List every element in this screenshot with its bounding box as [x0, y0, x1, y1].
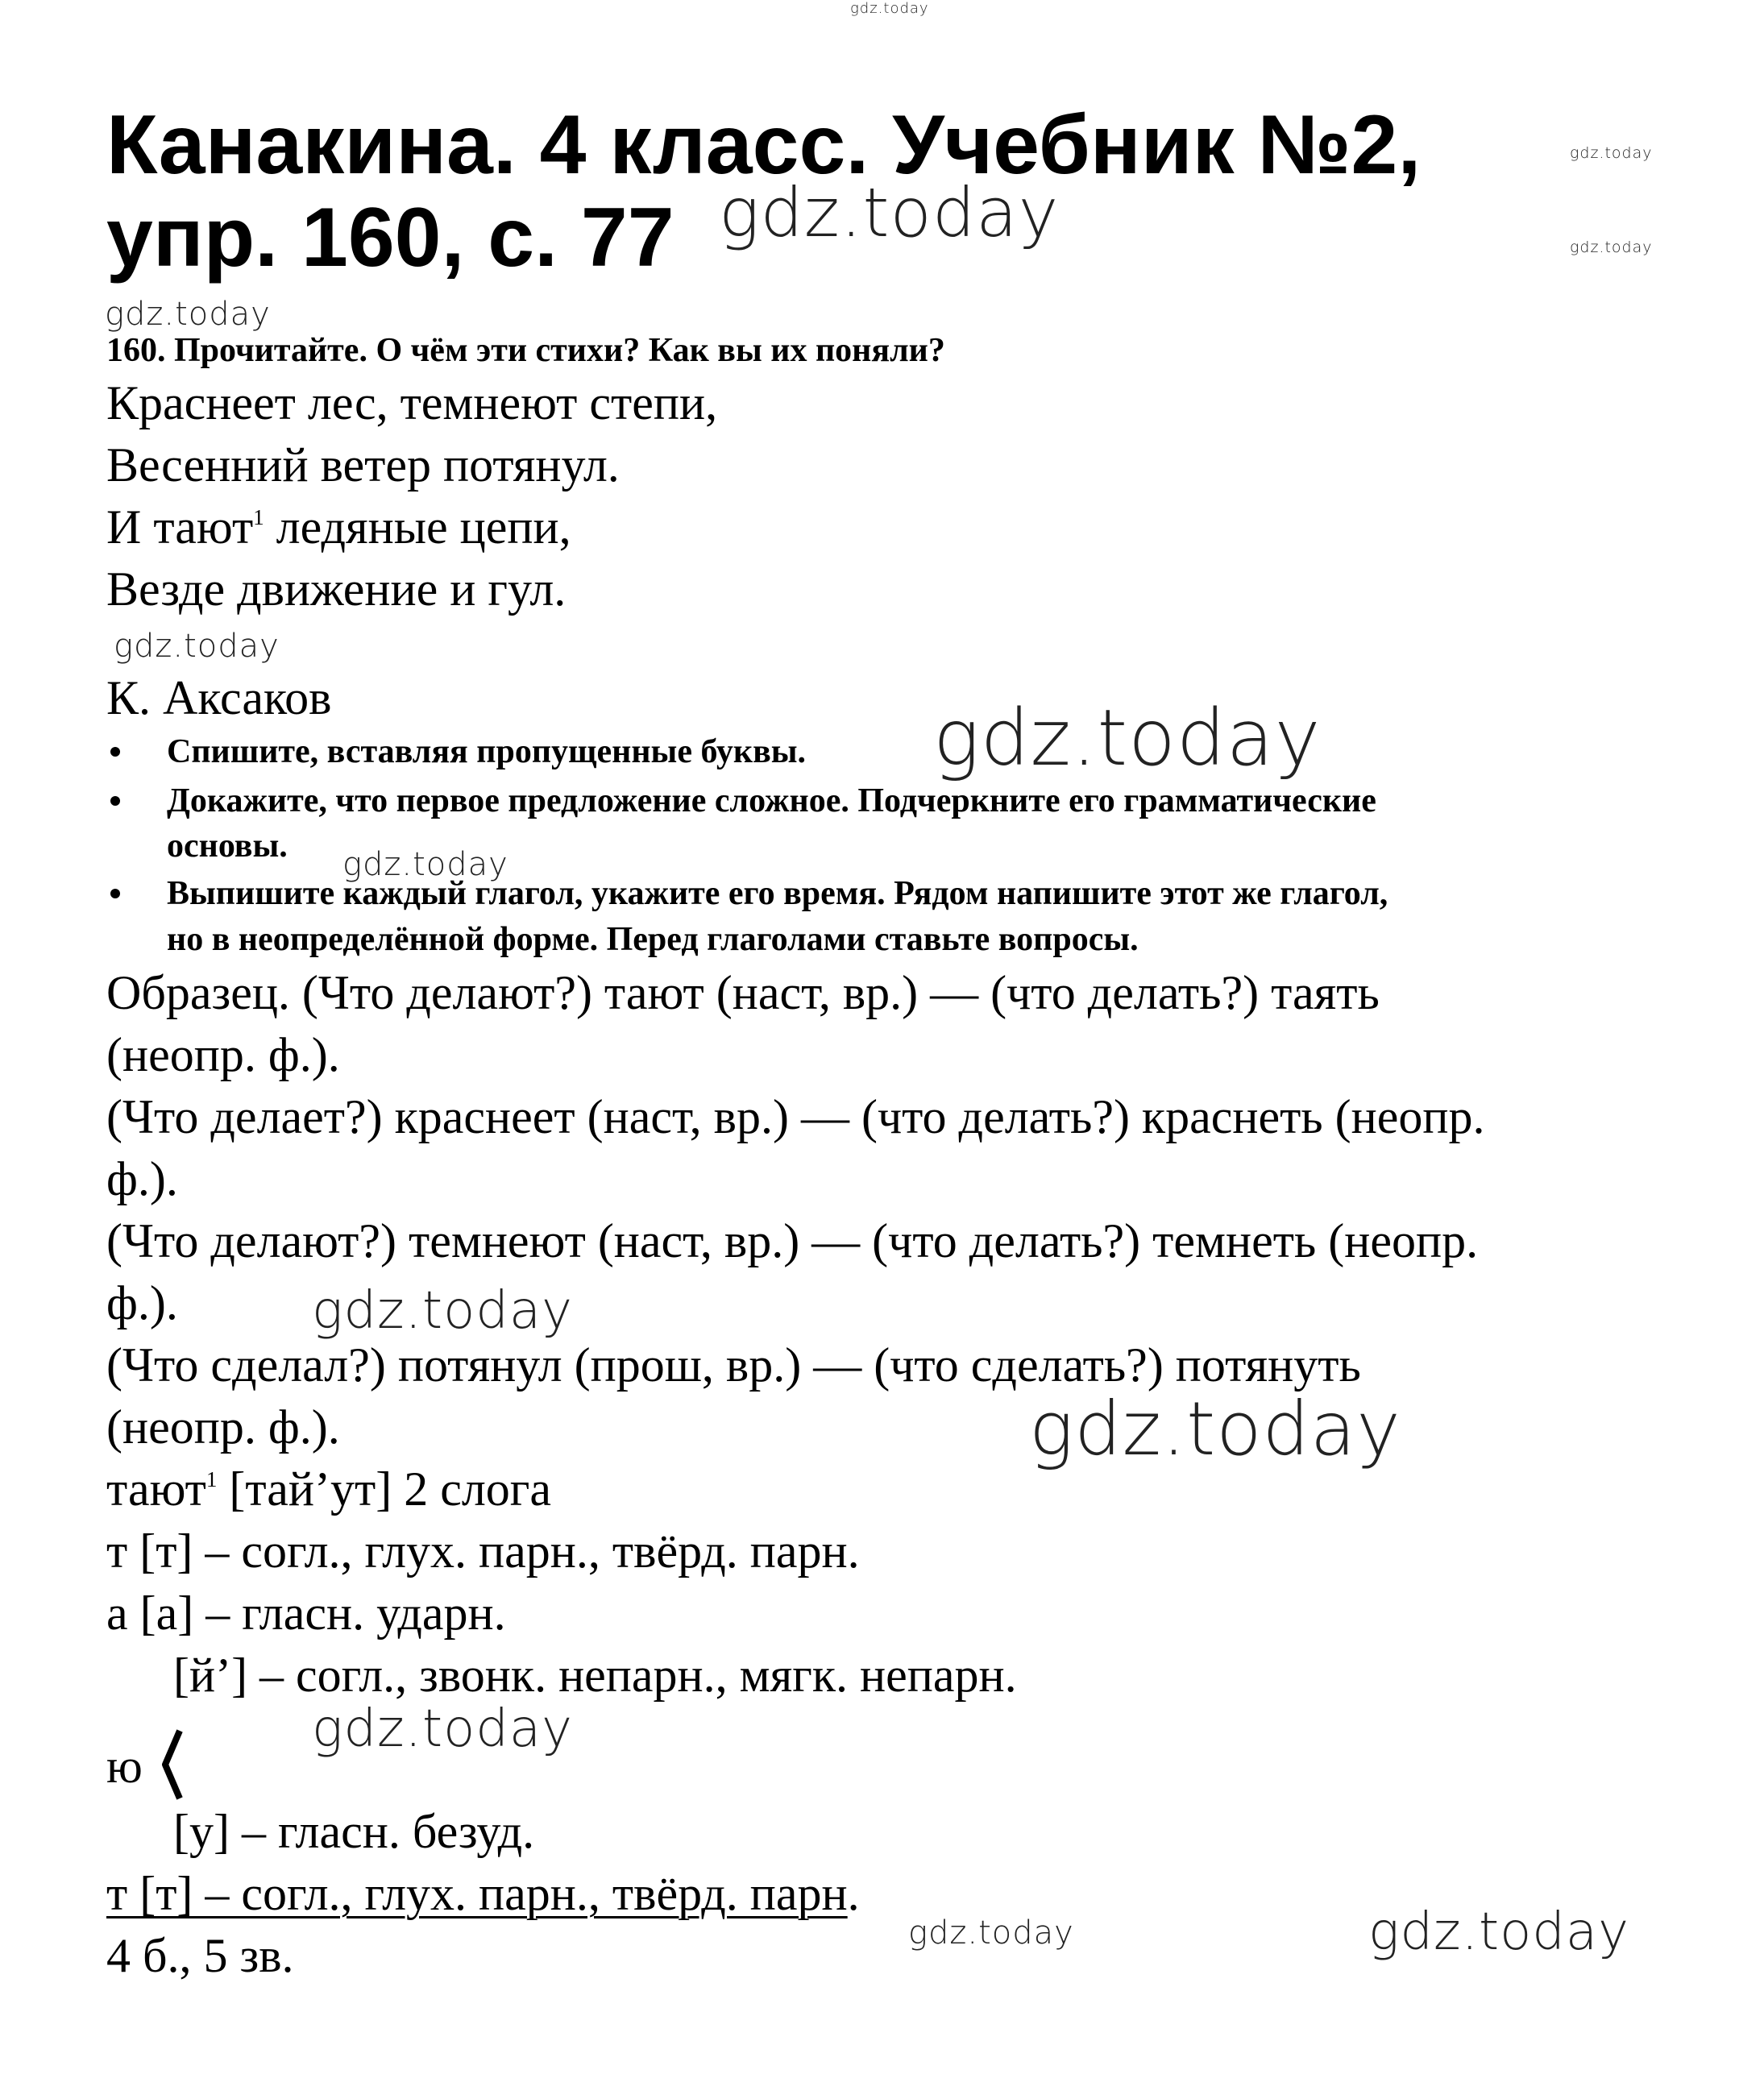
- instruction-2-line-2: основы.: [167, 828, 288, 865]
- phonetic-t: т [т] – согл., глух. парн., твёрд. парн.: [106, 1524, 860, 1578]
- verb-3-line-1: (Что сделал?) потянул (прош, вр.) — (что сделать?) потянуть: [106, 1338, 1361, 1392]
- phonetic-summary: 4 б., 5 зв.: [106, 1929, 294, 1982]
- bullet-1: [110, 747, 120, 757]
- sample-line-1: Образец. (Что делают?) тают (наст, вр.) — (что делать?) таять: [106, 966, 1380, 1019]
- instruction-3-line-1: Выпишите каждый глагол, укажите его время. Рядом напишите этот же глагол,: [167, 875, 1388, 912]
- poem-author: К. Аксаков: [106, 671, 332, 724]
- verb-2-line-1: (Что делают?) темнеют (наст, вр.) — (что делать?) темнеть (неопр.: [106, 1214, 1479, 1267]
- poem-line-4: Везде движение и гул.: [106, 562, 567, 616]
- sample-line-2: (неопр. ф.).: [106, 1028, 340, 1081]
- phonetic-t-2-end: .: [847, 1867, 860, 1920]
- bullet-3: [110, 889, 120, 898]
- poem-line-2: Весенний ветер потянул.: [106, 438, 620, 492]
- verb-3-line-2: (неопр. ф.).: [106, 1400, 340, 1454]
- watermark-9: gdz.today: [1368, 1902, 1629, 1962]
- poem-line-3: [106, 500, 571, 554]
- verb-1-line-1: (Что делает?) краснеет (наст, вр.) — (что делать?) краснеть (неопр.: [106, 1090, 1485, 1143]
- watermark-top: gdz.today: [850, 0, 929, 17]
- phonetic-u: [у] – гласн. безуд.: [173, 1805, 535, 1858]
- watermark-1: gdz.today: [105, 296, 271, 333]
- watermark-4: gdz.today: [342, 846, 508, 883]
- watermark-title: gdz.today: [719, 173, 1060, 252]
- poem-line-1: Краснеет лес, темнеют степи,: [106, 376, 718, 429]
- instruction-3-line-2: но в неопределённой форме. Перед глаголами ставьте вопросы.: [167, 921, 1139, 958]
- watermark-small-2: gdz.today: [1570, 239, 1653, 256]
- phonetic-word-line: [106, 1462, 552, 1516]
- watermark-7: gdz.today: [312, 1699, 573, 1759]
- phonetic-transcription: [тай’ут] 2 слога: [217, 1462, 552, 1516]
- phonetic-word: тают: [106, 1462, 206, 1516]
- poem-line-3-a: И тают: [106, 500, 254, 554]
- watermark-6: gdz.today: [1029, 1386, 1401, 1472]
- page-title-line-2: упр. 160, с. 77: [106, 191, 674, 284]
- task-heading: 160. Прочитайте. О чём эти стихи? Как вы их поняли?: [106, 332, 945, 369]
- phonetic-t-2: т [т] – согл., глух. парн., твёрд. парн: [106, 1867, 848, 1920]
- phonetic-yu: ю: [106, 1740, 143, 1793]
- bullet-2: [110, 796, 120, 806]
- page-title-line-1: Канакина. 4 класс. Учебник №2,: [106, 98, 1422, 192]
- phonetic-t-2-line: [106, 1869, 860, 1918]
- phonetic-a: а [а] – гласн. ударн.: [106, 1587, 506, 1640]
- footnote-mark: 1: [253, 505, 264, 530]
- instruction-2-line-1: Докажите, что первое предложение сложное. Подчеркните его грамматические: [167, 782, 1376, 819]
- watermark-5: gdz.today: [312, 1281, 573, 1341]
- phonetic-j: [й’] – согл., звонк. непарн., мягк. непарн.: [173, 1649, 1017, 1702]
- watermark-small-1: gdz.today: [1570, 144, 1653, 162]
- brace-icon: [157, 1724, 189, 1805]
- verb-2-line-2: ф.).: [106, 1276, 178, 1329]
- phonetic-footnote-mark: 1: [205, 1467, 218, 1492]
- watermark-8: gdz.today: [908, 1914, 1074, 1952]
- instruction-1: Спишите, вставляя пропущенные буквы.: [167, 733, 807, 770]
- watermark-3: gdz.today: [933, 693, 1322, 783]
- verb-1-line-2: ф.).: [106, 1152, 178, 1205]
- watermark-2: gdz.today: [114, 628, 280, 665]
- poem-line-3-b: ледяные цепи,: [264, 500, 571, 554]
